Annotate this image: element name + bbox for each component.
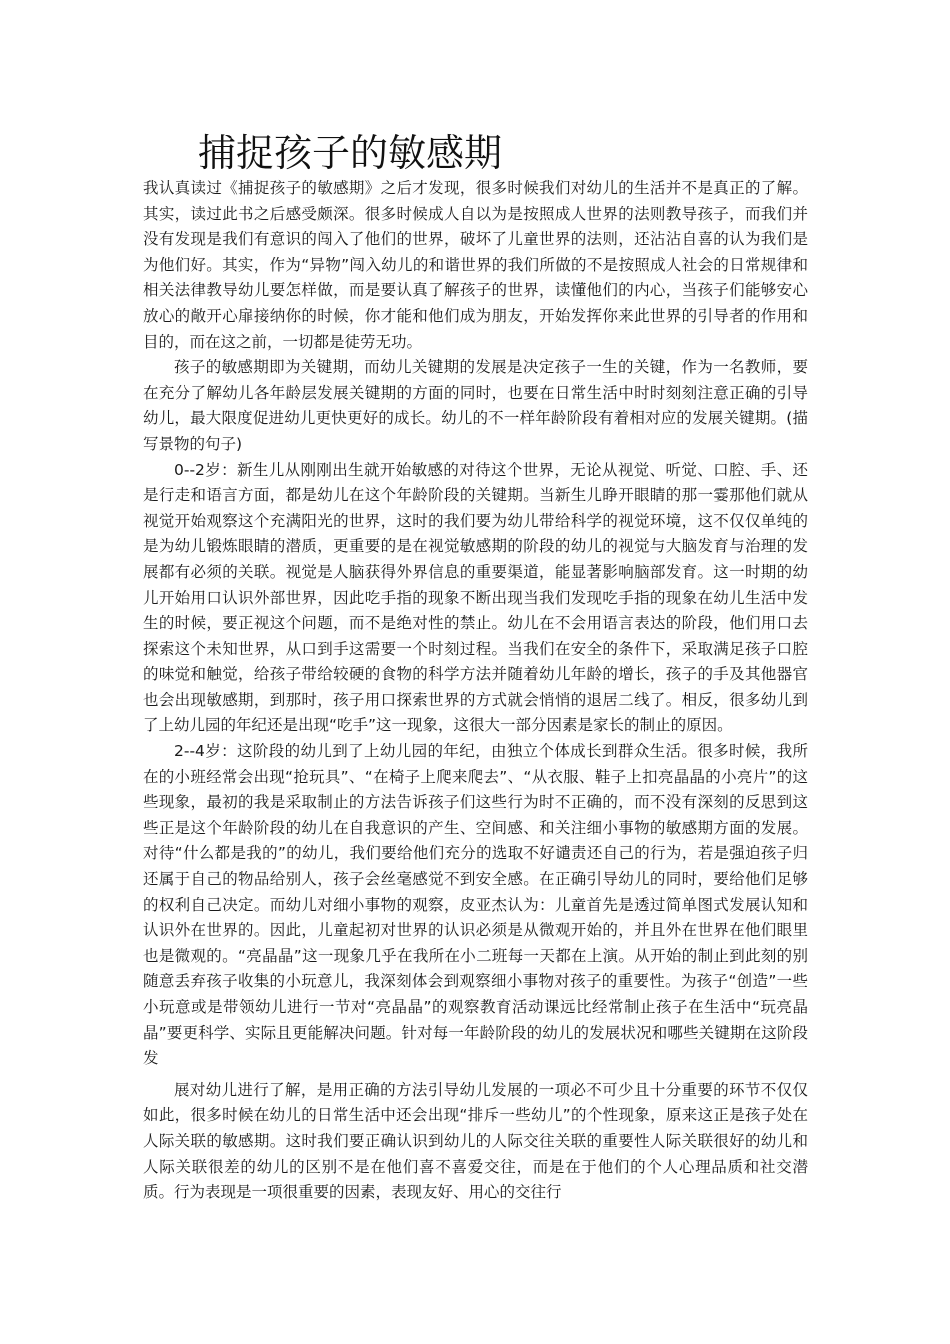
paragraph-intro: 我认真读过《捕捉孩子的敏感期》之后才发现，很多时候我们对幼儿的生活并不是真正的了解。其实，读过此书之后感受颇深。很多时候成人自以为是按照成人世界的法则教导孩子，而我们并没有发现是我们有意识的闯入了他们的世界，破坏了儿童世界的法则，还沾沾自喜的认为我们是为他们好。其实，作为“异物”闯入幼儿的和谐世界的我们所做的不是按照成人社会的日常规律和相关法律教导幼儿要怎样做，而是要认真了解孩子的世界，读懂他们的内心，当孩子们能够安心放心的敞开心扉接纳你的时候，你才能和他们成为朋友，开始发挥你来此世界的引导者的作用和目的，而在这之前，一切都是徒劳无功。 (143, 179, 808, 351)
paragraph-age-2-4: 2--4岁：这阶段的幼儿到了上幼儿园的年纪，由独立个体成长到群众生活。很多时候，我所在的小班经常会出现“抢玩具”、“在椅子上爬来爬去”、“从衣服、鞋子上扣亮晶晶的小亮片”的这些现象，最初的我是采取制止的方法告诉孩子们这些行为时不正确的，而不没有深刻的反思到这些正是这个年龄阶段的幼儿在自我意识的产生、空间感、和关注细小事物的敏感期方面的发展。对待“什么都是我的”的幼儿，我们要给他们充分的选取不好谴责还自己的行为，若是强迫孩子归还属于自己的物品给别人，孩子会丝毫感觉不到安全感。在正确引导幼儿的同时，要给他们足够的权利自己决定。而幼儿对细小事物的观察，皮亚杰认为：儿童首先是透过简单图式发展认知和认识外在世界的。因此，儿童起初对世界的认识必须是从微观开始的，并且外在世界在他们眼里也是微观的。“亮晶晶”这一现象几乎在我所在小二班每一天都在上演。从开始的制止到此刻的别随意丢弃孩子收集的小玩意儿，我深刻体会到观察细小事物对孩子的重要性。为孩子“创造”一些小玩意或是带领幼儿进行一节对“亮晶晶”的观察教育活动课远比经常制止孩子在生活中“玩亮晶晶”要更科学、实际且更能解决问题。针对每一年龄阶段的幼儿的发展状况和哪些关键期在这阶段发 (143, 742, 808, 1068)
paragraph-age-0-2: 0--2岁：新生儿从刚刚出生就开始敏感的对待这个世界，无论从视觉、听觉、口腔、手、还是行走和语言方面，都是幼儿在这个年龄阶段的关键期。当新生儿睁开眼睛的那一霎那他们就从视觉开始观察这个充满阳光的世界，这时的我们要为幼儿带给科学的视觉环境，这不仅仅单纯的是为幼儿锻炼眼睛的潜质，更重要的是在视觉敏感期的阶段的幼儿的视觉与大脑发育与治理的发展都有必须的关联。视觉是人脑获得外界信息的重要渠道，能显著影响脑部发育。这一时期的幼儿开始用口认识外部世界，因此吃手指的现象不断出现当我们发现吃手指的现象在幼儿生活中发生的时候，要正视这个问题，而不是绝对性的禁止。幼儿在不会用语言表达的阶段，他们用口去探索这个未知世界，从口到手这需要一个时刻过程。当我们在安全的条件下，采取满足孩子口腔的味觉和触觉，给孩子带给较硬的食物的科学方法并随着幼儿年龄的增长，孩子的手及其他器官也会出现敏感期，到那时，孩子用口探索世界的方式就会悄悄的退居二线了。相反，很多幼儿到了上幼儿园的年纪还是出现“吃手”这一现象，这很大一部分因素是家长的制止的原因。 (143, 460, 808, 735)
document-title: 捕捉孩子的敏感期 (198, 131, 503, 175)
paragraph-sensitive-period: 孩子的敏感期即为关键期，而幼儿关键期的发展是决定孩子一生的关键，作为一名教师，要在充分了解幼儿各年龄层发展关键期的方面的同时，也要在日常生活中时时刻刻注意正确的引导幼儿，最大限度促进幼儿更快更好的成长。幼儿的不一样年龄阶段有着相对应的发展关键期。(描写景物的句子) (143, 358, 808, 453)
document-body (143, 176, 808, 1206)
paragraph-social-relations: 展对幼儿进行了解，是用正确的方法引导幼儿发展的一项必不可少且十分重要的环节不仅仅如此，很多时候在幼儿的日常生活中还会出现“排斥一些幼儿”的个性现象，原来这正是孩子处在人际关联的敏感期。这时我们要正确认识到幼儿的人际交往关联的重要性人际关联很好的幼儿和人际关联很差的幼儿的区别不是在他们喜不喜爱交往，而是在于他们的个人心理品质和社交潜质。行为表现是一项很重要的因素，表现友好、用心的交往行 (143, 1080, 808, 1202)
